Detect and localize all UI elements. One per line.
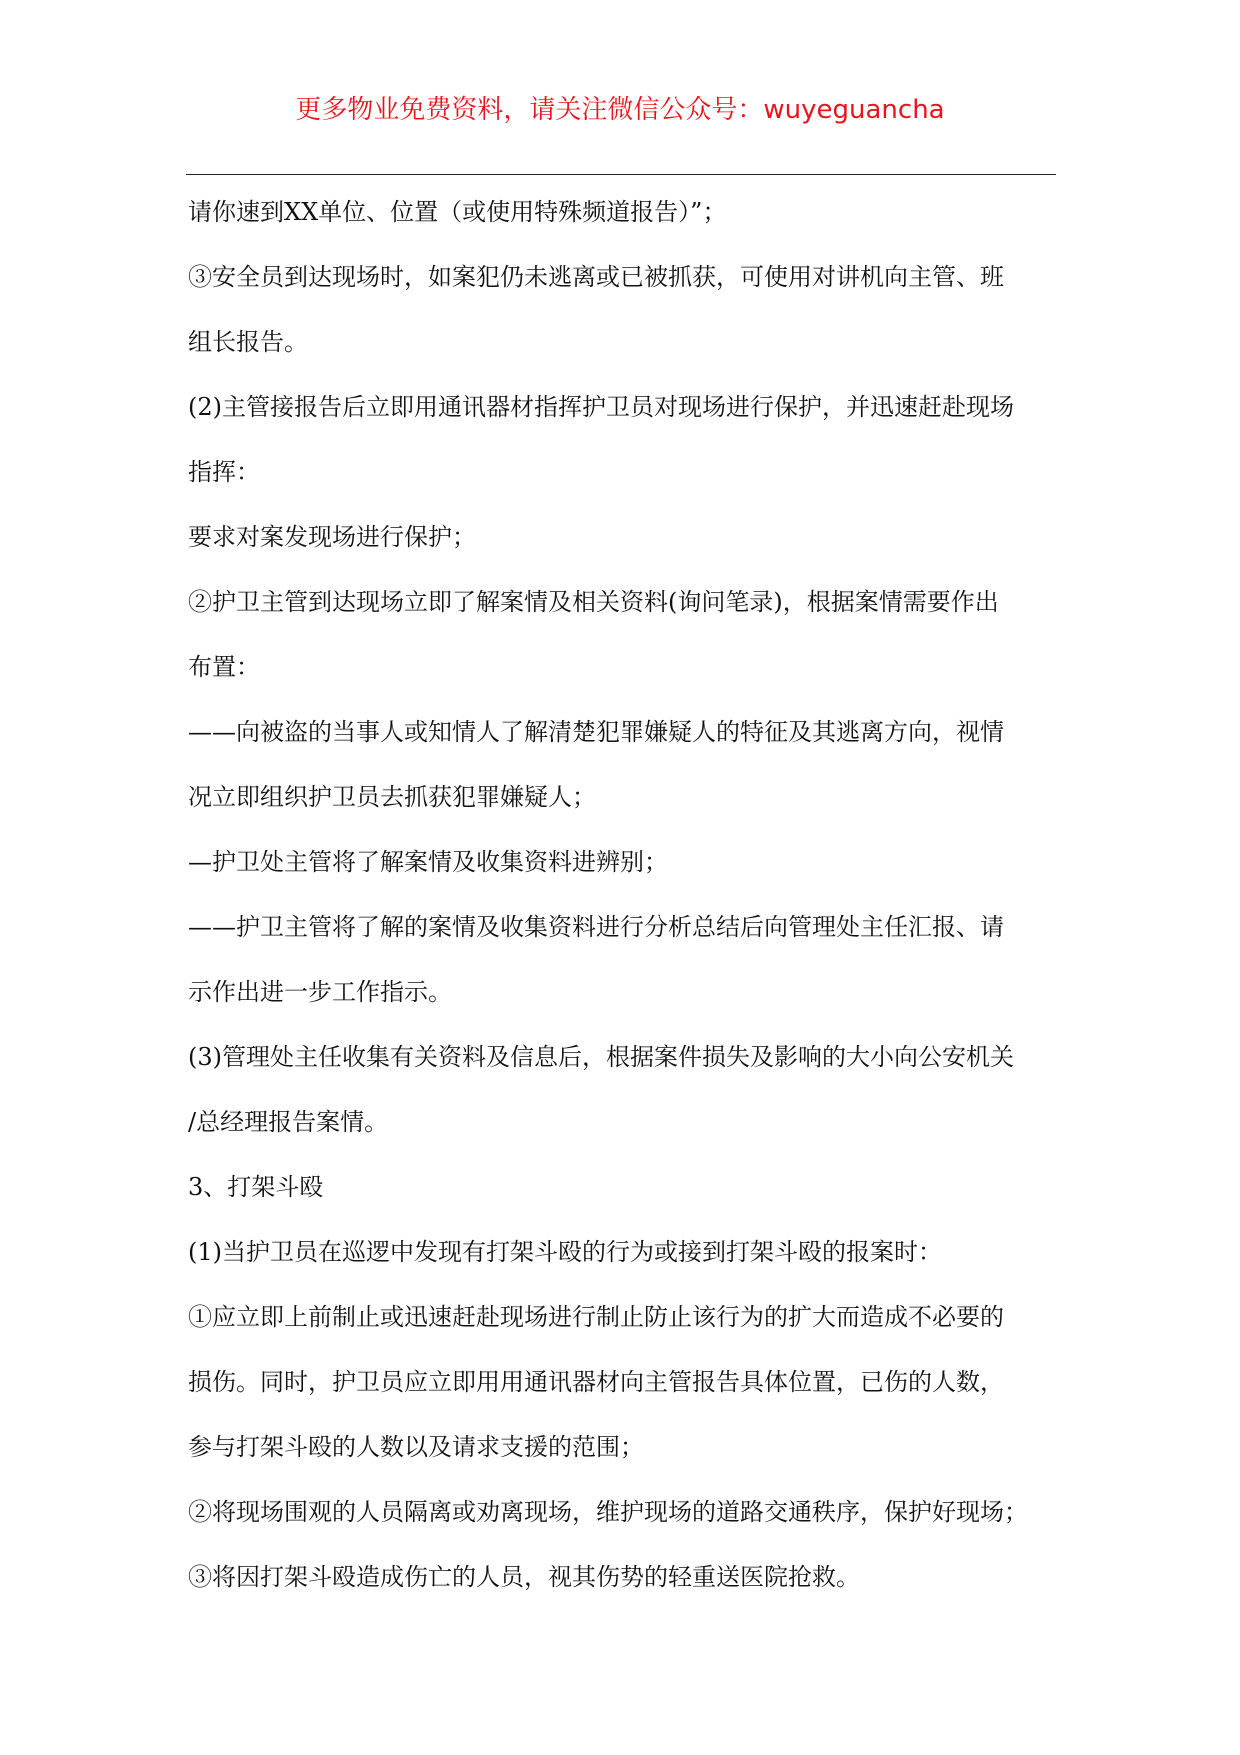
header-promo-text: 更多物业免费资料，请关注微信公众号：wuyeguancha bbox=[295, 95, 945, 125]
text-line: 组长报告。 bbox=[188, 328, 308, 356]
text-line: ①应立即上前制止或迅速赶赴现场进行制止防止该行为的扩大而造成不必要的 bbox=[188, 1303, 1004, 1331]
text-line: ——护卫主管将了解的案情及收集资料进行分析总结后向管理处主任汇报、请 bbox=[188, 913, 1004, 941]
text-line: —护卫处主管将了解案情及收集资料进辨别； bbox=[188, 848, 668, 876]
text-line: 况立即组织护卫员去抓获犯罪嫌疑人； bbox=[188, 783, 596, 811]
text-line: (1)当护卫员在巡逻中发现有打架斗殴的行为或接到打架斗殴的报案时： bbox=[188, 1238, 942, 1266]
text-line: ——向被盗的当事人或知情人了解清楚犯罪嫌疑人的特征及其逃离方向，视情 bbox=[188, 718, 1004, 746]
text-line: 指挥： bbox=[188, 458, 260, 486]
document-body bbox=[188, 192, 1058, 1622]
text-line: 参与打架斗殴的人数以及请求支援的范围； bbox=[188, 1433, 644, 1461]
section-heading: 3、打架斗殴 bbox=[188, 1173, 324, 1201]
text-line: 示作出进一步工作指示。 bbox=[188, 978, 452, 1006]
text-line: (3)管理处主任收集有关资料及信息后，根据案件损失及影响的大小向公安机关 bbox=[188, 1043, 1014, 1071]
text-line: ③将因打架斗殴造成伤亡的人员，视其伤势的轻重送医院抢救。 bbox=[188, 1563, 860, 1591]
text-line: 要求对案发现场进行保护； bbox=[188, 523, 476, 551]
text-line: 请你速到XX单位、位置（或使用特殊频道报告）”； bbox=[188, 198, 727, 226]
text-line: (2)主管接报告后立即用通讯器材指挥护卫员对现场进行保护，并迅速赶赴现场 bbox=[188, 393, 1014, 421]
text-line: ②护卫主管到达现场立即了解案情及相关资料(询问笔录)，根据案情需要作出 bbox=[188, 588, 999, 616]
text-line: ②将现场围观的人员隔离或劝离现场，维护现场的道路交通秩序，保护好现场； bbox=[188, 1498, 1028, 1526]
text-line: /总经理报告案情。 bbox=[188, 1108, 389, 1136]
header-divider bbox=[186, 174, 1056, 175]
text-line: 损伤。同时，护卫员应立即用用通讯器材向主管报告具体位置，已伤的人数， bbox=[188, 1368, 1004, 1396]
text-line: 布置： bbox=[188, 653, 260, 681]
text-line: ③安全员到达现场时，如案犯仍未逃离或已被抓获，可使用对讲机向主管、班 bbox=[188, 263, 1004, 291]
